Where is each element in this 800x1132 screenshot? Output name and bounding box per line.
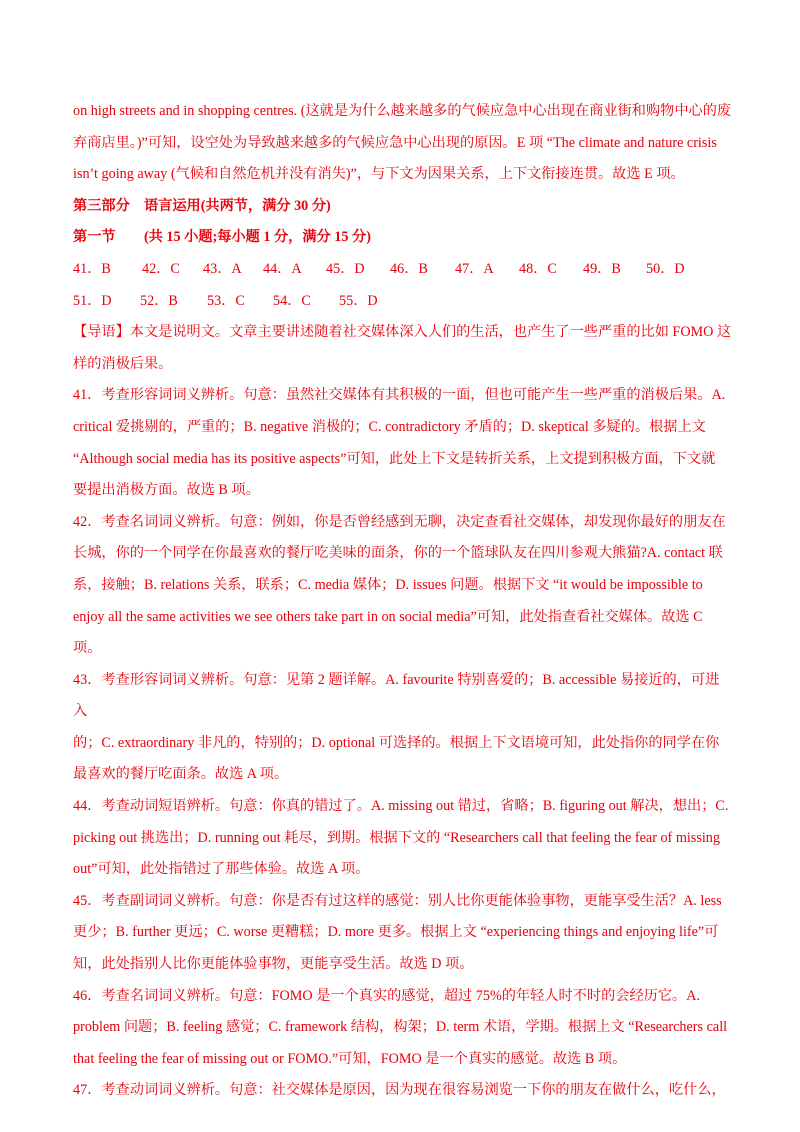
- answer-item: 50．D: [646, 260, 685, 277]
- answer-item: 52．B: [140, 292, 178, 309]
- intro-line: 弃商店里。)”可知，设空处为导致越来越多的气候应急中心出现的原因。E 项 “The climate and nature crisis: [73, 134, 717, 151]
- body-line: 的；C. extraordinary 非凡的，特别的；D. optional 可选择的。根据上下文语境可知，此处指你的同学在你: [73, 734, 720, 751]
- body-line: 44．考查动词短语辨析。句意：你真的错过了。A. missing out 错过，省略；B. figuring out 解决，想出；C.: [73, 798, 729, 815]
- intro-line: on high streets and in shopping centres. (这就是为什么越来越多的气候应急中心出现在商业街和购物中心的废: [73, 103, 732, 119]
- body-line: 47．考查动词词义辨析。句意：社交媒体是原因，因为现在很容易浏览一下你的朋友在做什么，吃什么，: [73, 1082, 726, 1099]
- answer-item: 45．D: [326, 260, 365, 277]
- body-line: 最喜欢的餐厅吃面条。故选 A 项。: [73, 766, 289, 783]
- body-line: 42．考查名词词义辨析。句意：例如，你是否曾经感到无聊，决定查看社交媒体，却发现你最好的朋友在: [73, 513, 726, 530]
- body-line: 更少；B. further 更远；C. worse 更糟糕；D. more 更多。根据上文 “experiencing things and enjoying life”可: [73, 924, 719, 941]
- answer-item: 43．A: [203, 260, 242, 277]
- body-line: picking out 挑选出；D. running out 耗尽，到期。根据下文的 “Researchers call that feeling the fear of missing: [73, 829, 720, 846]
- body-line: that feeling the fear of missing out or FOMO.”可知，FOMO 是一个真实的感觉。故选 B 项。: [73, 1050, 627, 1067]
- body-line: 45．考查副词词义辨析。句意：你是否有过这样的感觉：别人比你更能体验事物，更能享受生活？A. less: [73, 892, 722, 909]
- body-line: 41．考查形容词词义辨析。句意：虽然社交媒体有其积极的一面，但也可能产生一些严重的消极后果。A.: [73, 387, 726, 404]
- section-heading: 第一节 (共 15 小题;每小题 1 分，满分 15 分): [73, 229, 371, 246]
- answer-key-row: [73, 254, 733, 286]
- body-line: 43．考查形容词词义辨析。句意：见第 2 题详解。A. favourite 特别喜爱的；B. accessible 易接近的，可进入: [73, 671, 720, 720]
- body-line: 要提出消极方面。故选 B 项。: [73, 482, 260, 499]
- answer-item: 41．B: [73, 260, 111, 277]
- answer-item: 55．D: [339, 292, 378, 309]
- answer-key-row: [73, 286, 733, 318]
- body-line: 【导语】本文是说明文。文章主要讲述随着社交媒体深入人们的生活，也产生了一些严重的比如 FOMO 这: [73, 324, 732, 341]
- answer-item: 44．A: [263, 260, 302, 277]
- body-line: 系，接触；B. relations 关系，联系；C. media 媒体；D. issues 问题。根据下文 “it would be impossible to: [73, 576, 703, 593]
- answer-item: 48．C: [519, 260, 557, 277]
- body-line: problem 问题；B. feeling 感觉；C. framework 结构，构架；D. term 术语，学期。根据上文 “Researchers call: [73, 1019, 728, 1036]
- answer-item: 46．B: [390, 260, 428, 277]
- answer-item: 54．C: [273, 292, 311, 309]
- answer-item: 49．B: [583, 260, 621, 277]
- intro-line: isn’t going away (气候和自然危机并没有消失)”，与下文为因果关系，上下文衔接连贯。故选 E 项。: [73, 166, 685, 183]
- body-line: enjoy all the same activities we see others take part in on social media”可知，此处指查看社交媒体。故选 C 项。: [73, 608, 703, 657]
- body-line: 长城，你的一个同学在你最喜欢的餐厅吃美味的面条，你的一个篮球队友在四川参观大熊猫?A. contact 联: [73, 545, 723, 562]
- body-line: 样的消极后果。: [73, 355, 173, 372]
- body-line: “Although social media has its positive aspects”可知，此处上下文是转折关系，上文提到积极方面，下文就: [73, 450, 716, 467]
- body-line: 知，此处指别人比你更能体验事物，更能享受生活。故选 D 项。: [73, 956, 474, 973]
- body-line: 46．考查名词词义辨析。句意：FOMO 是一个真实的感觉，超过 75%的年轻人时不时的会经历它。A.: [73, 987, 701, 1004]
- body-line: critical 爱挑剔的，严重的；B. negative 消极的；C. contradictory 矛盾的；D. skeptical 多疑的。根据上文: [73, 418, 706, 435]
- answer-item: 42．C: [142, 260, 180, 277]
- answer-item: 51．D: [73, 292, 112, 309]
- answer-explanation-content: [73, 96, 733, 1107]
- answer-item: 53．C: [207, 292, 245, 309]
- answer-item: 47．A: [455, 260, 494, 277]
- part-heading: 第三部分 语言运用(共两节，满分 30 分): [73, 197, 331, 214]
- body-line: out”可知，此处指错过了那些体验。故选 A 项。: [73, 861, 370, 878]
